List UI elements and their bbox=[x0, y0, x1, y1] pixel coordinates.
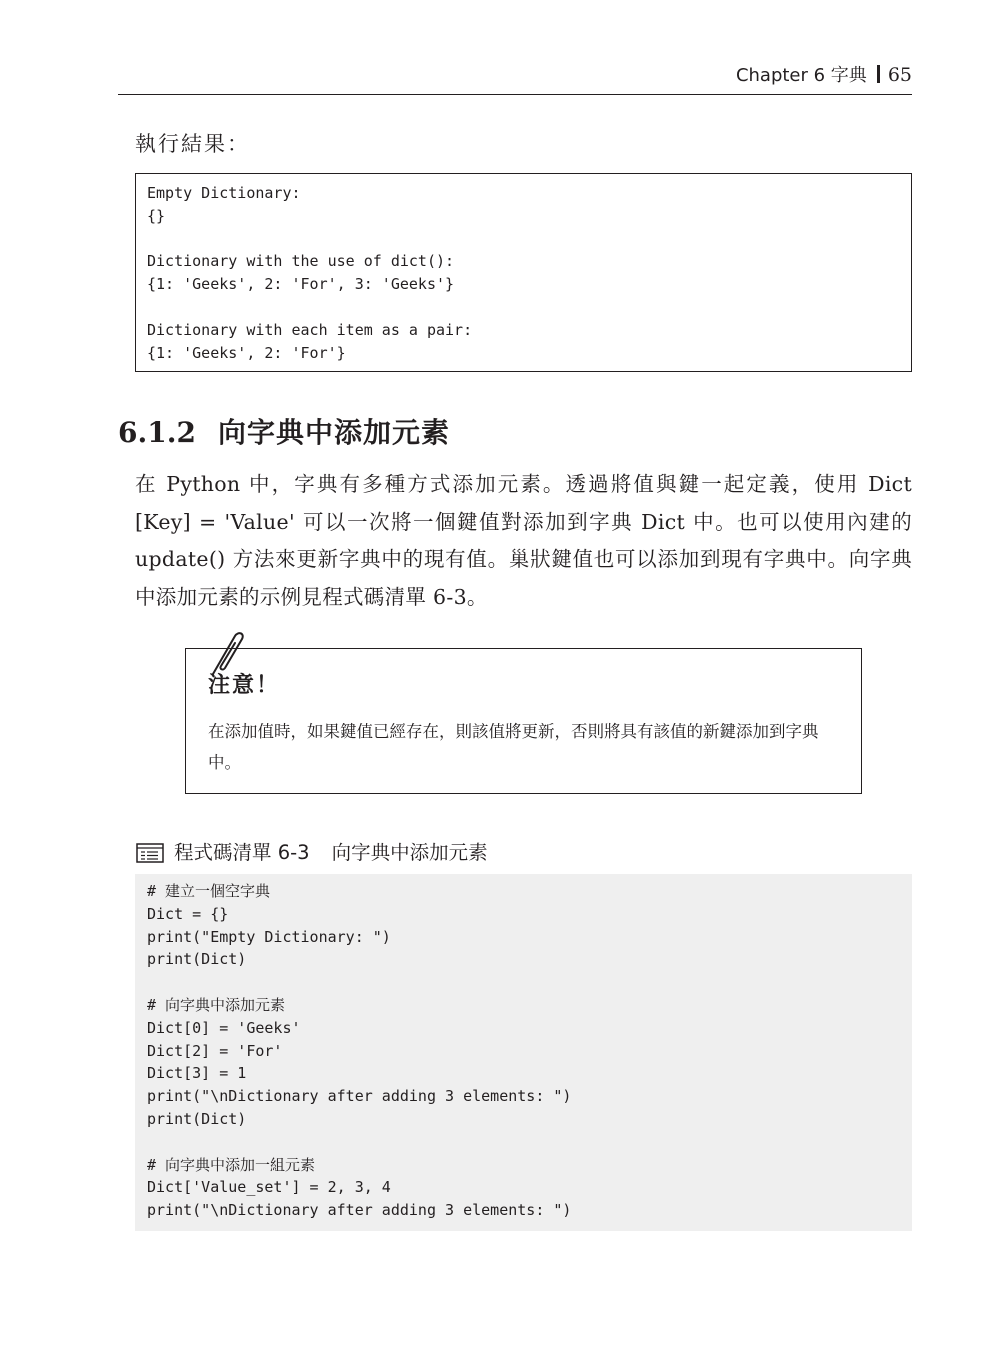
code-line: # 向字典中添加一組元素 bbox=[147, 1155, 316, 1174]
code-line bbox=[147, 971, 900, 994]
code-line: Dict[2] = 'For' bbox=[147, 1041, 283, 1060]
code-line: Dict['Value_set'] = 2, 3, 4 bbox=[147, 1178, 391, 1197]
output-line bbox=[147, 296, 900, 319]
code-block bbox=[135, 874, 912, 1231]
output-line: {1: 'Geeks', 2: 'For'} bbox=[147, 343, 346, 362]
code-line bbox=[147, 1131, 900, 1154]
section-heading bbox=[118, 412, 450, 454]
output-line: Empty Dictionary: bbox=[147, 184, 301, 202]
page-header bbox=[118, 58, 912, 95]
output-box bbox=[135, 173, 912, 372]
code-line: Dict = {} bbox=[147, 904, 229, 923]
listing-label: 程式碼清單 6-3 bbox=[174, 841, 310, 864]
code-line: print(Dict) bbox=[147, 950, 247, 969]
section-number: 6.1.2 bbox=[118, 416, 196, 449]
note-body: 在添加值時，如果鍵值已經存在，則該值將更新，否則將具有該值的新鍵添加到字典中。 bbox=[208, 722, 819, 772]
code-line: print(Dict) bbox=[147, 1109, 247, 1128]
listing-title: 向字典中添加元素 bbox=[331, 841, 488, 864]
code-line: Dict[3] = 1 bbox=[147, 1064, 247, 1083]
code-line: # 向字典中添加元素 bbox=[147, 995, 286, 1014]
execution-result-label: 執行結果： bbox=[135, 132, 250, 156]
output-line: {} bbox=[147, 206, 166, 225]
output-line: Dictionary with the use of dict(): bbox=[147, 252, 455, 271]
output-line: {1: 'Geeks', 2: 'For', 3: 'Geeks'} bbox=[147, 275, 455, 294]
listing-caption bbox=[136, 838, 488, 868]
code-line: Dict[0] = 'Geeks' bbox=[147, 1018, 301, 1037]
code-line: # 建立一個空字典 bbox=[147, 882, 271, 900]
output-line bbox=[147, 228, 900, 251]
chapter-title: Chapter 6 字典 bbox=[735, 65, 867, 86]
code-line: print("\nDictionary after adding 3 elements: ") bbox=[147, 1087, 572, 1106]
header-separator bbox=[877, 65, 880, 83]
note-title: 注意！ bbox=[208, 673, 281, 698]
section-title: 向字典中添加元素 bbox=[217, 416, 450, 449]
code-line: print("\nDictionary after adding 3 elements: ") bbox=[147, 1201, 572, 1220]
output-line: Dictionary with each item as a pair: bbox=[147, 320, 473, 339]
body-paragraph: 在 Python 中，字典有多種方式添加元素。透過將值與鍵一起定義，使用 Dict [Key] = 'Value' 可以一次將一個鍵值對添加到字典 Dict 中。也可以使用內建的 update() 方法來更新字典中的現有值。巢狀鍵值也可以添加到現有字典中。向字典中添加元素的示例見程式碼清單 6-3。 bbox=[135, 472, 912, 609]
code-line: print("Empty Dictionary: ") bbox=[147, 927, 391, 946]
code-listing-icon bbox=[136, 843, 164, 863]
page-number: 65 bbox=[887, 64, 912, 86]
